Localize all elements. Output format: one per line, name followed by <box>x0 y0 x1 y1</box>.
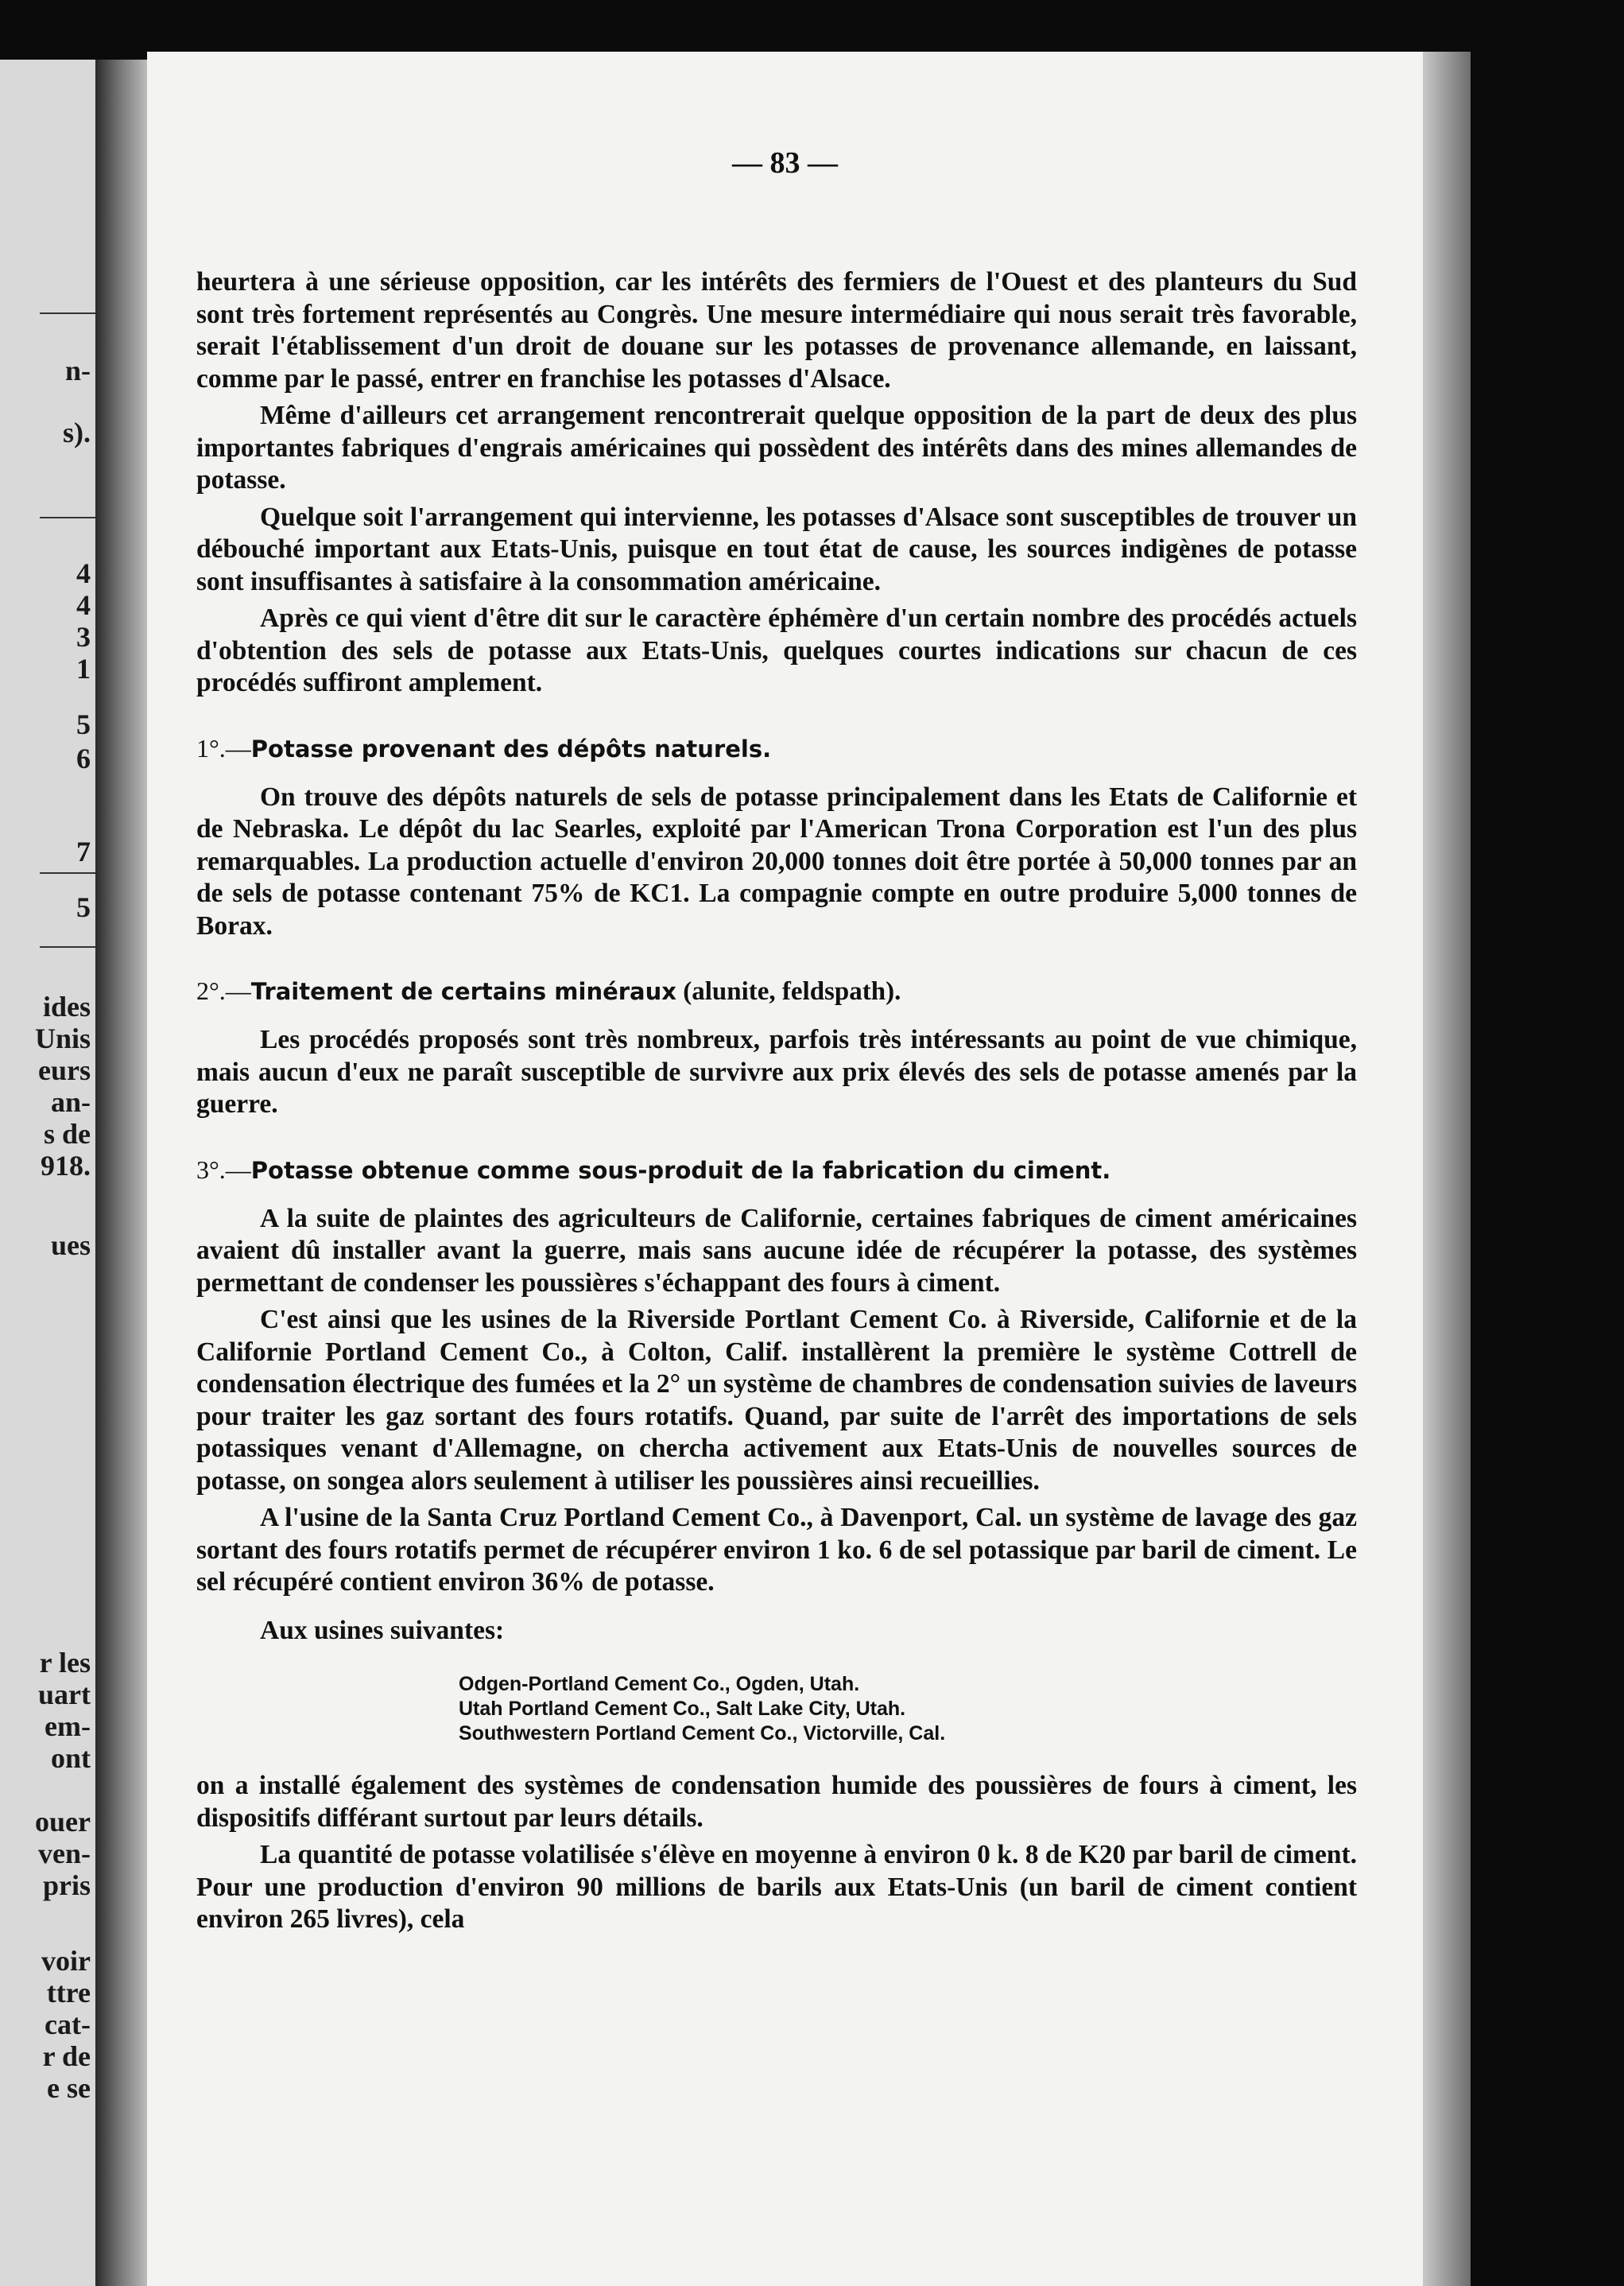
section-heading-2 <box>196 976 1357 1007</box>
left-fragment: ven- <box>38 1838 91 1869</box>
paragraph: Même d'ailleurs cet arrangement rencontrerait quelque opposition de la part de deux des plus importantes fabriques d'engrais américaines qui possèdent des intérêts dans des mines allemandes de potasse. <box>196 401 1357 495</box>
left-fragment: r de <box>42 2040 91 2072</box>
left-fragment: ont <box>50 1742 91 1774</box>
left-fragment: s). <box>63 417 91 448</box>
rule <box>40 312 95 314</box>
left-fragment: n- <box>64 355 91 386</box>
paragraph: A l'usine de la Santa Cruz Portland Cement Co., à Davenport, Cal. un système de lavage des gaz sortant des fours rotatifs permet de récupérer environ 1 ko. 6 de sel potassique par baril de ciment. Le sel récupéré contient environ 36% de potasse. <box>196 1503 1357 1597</box>
left-fragment: 6 <box>76 743 91 774</box>
document-page <box>147 52 1423 2286</box>
left-fragment: 5 <box>76 708 91 740</box>
left-fragment: eurs <box>38 1054 91 1086</box>
left-fragment: em- <box>45 1710 91 1742</box>
left-fragment: ouer <box>35 1806 91 1838</box>
left-fragment: 4 <box>76 557 91 589</box>
left-fragment: cat- <box>45 2008 91 2040</box>
usines-intro: Aux usines suivantes: <box>260 1615 505 1645</box>
left-fragment: r les <box>39 1647 91 1679</box>
paragraph: On trouve des dépôts naturels de sels de potasse principalement dans les Etats de Californie et de Nebraska. Le dépôt du lac Searles, exploité par l'American Trona Corporation est l'un des plus remarquables. La production actuelle d'environ 20,000 tonnes doit être portée à 50,000 tonnes par an de sels de potasse contenant 75% de KC1. La compagnie compte en outre produire 5,000 tonnes de Borax. <box>196 782 1357 941</box>
section-title: Traitement de certains minéraux <box>250 978 676 1005</box>
left-fragment: ides <box>42 991 91 1023</box>
section-number: 1°.— <box>196 733 251 763</box>
left-fragment: ues <box>50 1229 91 1261</box>
paragraph: A la suite de plaintes des agriculteurs de Californie, certaines fabriques de ciment américaines avaient dû installer avant la guerre, mais sans aucune idée de récupérer la potasse, des systèmes permettant de condenser les poussières s'échappant des fours à ciment. <box>196 1203 1357 1298</box>
section-number: 2°.— <box>196 976 251 1005</box>
left-fragment: 1 <box>76 653 91 685</box>
paragraph: on a installé également des systèmes de condensation humide des poussières de fours à ciment, les dispositifs différant surtout par leurs détails. <box>196 1771 1357 1833</box>
company-item: Odgen-Portland Cement Co., Ogden, Utah. <box>459 1673 860 1695</box>
left-fragment: voir <box>41 1945 91 1977</box>
section-number: 3°.— <box>196 1155 251 1184</box>
rule <box>40 517 95 518</box>
scan-background <box>1471 0 1624 2286</box>
left-fragment: s de <box>43 1118 91 1150</box>
left-fragment: Unis <box>34 1023 91 1054</box>
paragraph: Après ce qui vient d'être dit sur le caractère éphémère d'un certain nombre des procédés actuels d'obtention des sels de potasse aux Etats-Unis, quelques courtes indications sur chacun de ces procédés suffiront amplement. <box>196 604 1357 697</box>
paragraph: Quelque soit l'arrangement qui intervienne, les potasses d'Alsace sont susceptibles de trouver un débouché important aux Etats-Unis, puisque en tout état de cause, les sources indigènes de potasse sont insuffisantes à satisfaire à la consommation américaine. <box>196 502 1357 596</box>
section-title: Potasse provenant des dépôts naturels. <box>250 735 772 763</box>
paragraph: La quantité de potasse volatilisée s'élève en moyenne à environ 0 k. 8 de K20 par baril de ciment. Pour une production d'environ 90 millions de barils aux Etats-Unis (un baril de ciment contient environ 265 livres), cela <box>196 1840 1357 1934</box>
page-number: — 83 — <box>732 146 838 180</box>
page-edge-shadow <box>1423 52 1471 2286</box>
left-fragment: pris <box>42 1869 91 1901</box>
page-body <box>196 266 1357 1936</box>
section-title: Potasse obtenue comme sous-produit de la fabrication du ciment. <box>250 1156 1111 1184</box>
company-list <box>459 1672 1357 1746</box>
left-fragment: 918. <box>41 1150 91 1182</box>
left-fragment: e se <box>47 2072 91 2104</box>
rule <box>40 946 95 948</box>
left-fragment: an- <box>50 1086 91 1118</box>
section-heading-1 <box>196 733 1357 764</box>
section-heading-3 <box>196 1155 1357 1186</box>
book-gutter <box>95 60 147 2286</box>
adjacent-page-fragment <box>0 60 95 2286</box>
company-item: Southwestern Portland Cement Co., Victorville, Cal. <box>459 1722 946 1745</box>
paragraph: heurtera à une sérieuse opposition, car les intérêts des fermiers de l'Ouest et des planteurs du Sud sont très fortement représentés au Congrès. Une mesure intermédiaire qui nous serait très favorable, serait l'établissement d'un droit de douane sur les potasses de provenance allemande, en laissant, comme par le passé, entrer en franchise les potasses d'Alsace. <box>196 267 1357 394</box>
left-fragment: 5 <box>76 891 91 923</box>
rule <box>40 872 95 874</box>
left-fragment: 4 <box>76 589 91 621</box>
paragraph: Les procédés proposés sont très nombreux, parfois très intéressants au point de vue chimique, mais aucun d'eux ne paraît susceptible de survivre aux prix élevés des sels de potasse amenés par la guerre. <box>196 1025 1357 1119</box>
section-title-suffix: (alunite, feldspath). <box>676 977 901 1006</box>
company-item: Utah Portland Cement Co., Salt Lake City, Utah. <box>459 1698 906 1720</box>
paragraph: C'est ainsi que les usines de la Riverside Portlant Cement Co. à Riverside, Californie et de la Californie Portland Cement Co., à Colton, Calif. installèrent la première le système Cottrell de condensation électrique des fumées et la 2° un système de chambres de condensation suivies de laveurs pour traiter les gaz sortant des fours rotatifs. Quand, par suite de l'arrêt des importations de sels potassiques venant d'Allemagne, on chercha activement aux Etats-Unis de nouvelles sources de potasse, on songea alors seulement à utiliser les poussières ainsi recueillies. <box>196 1305 1357 1496</box>
left-fragment: uart <box>38 1679 91 1710</box>
left-fragment: ttre <box>46 1977 91 2008</box>
left-fragment: 7 <box>76 836 91 867</box>
left-fragment: 3 <box>76 621 91 653</box>
